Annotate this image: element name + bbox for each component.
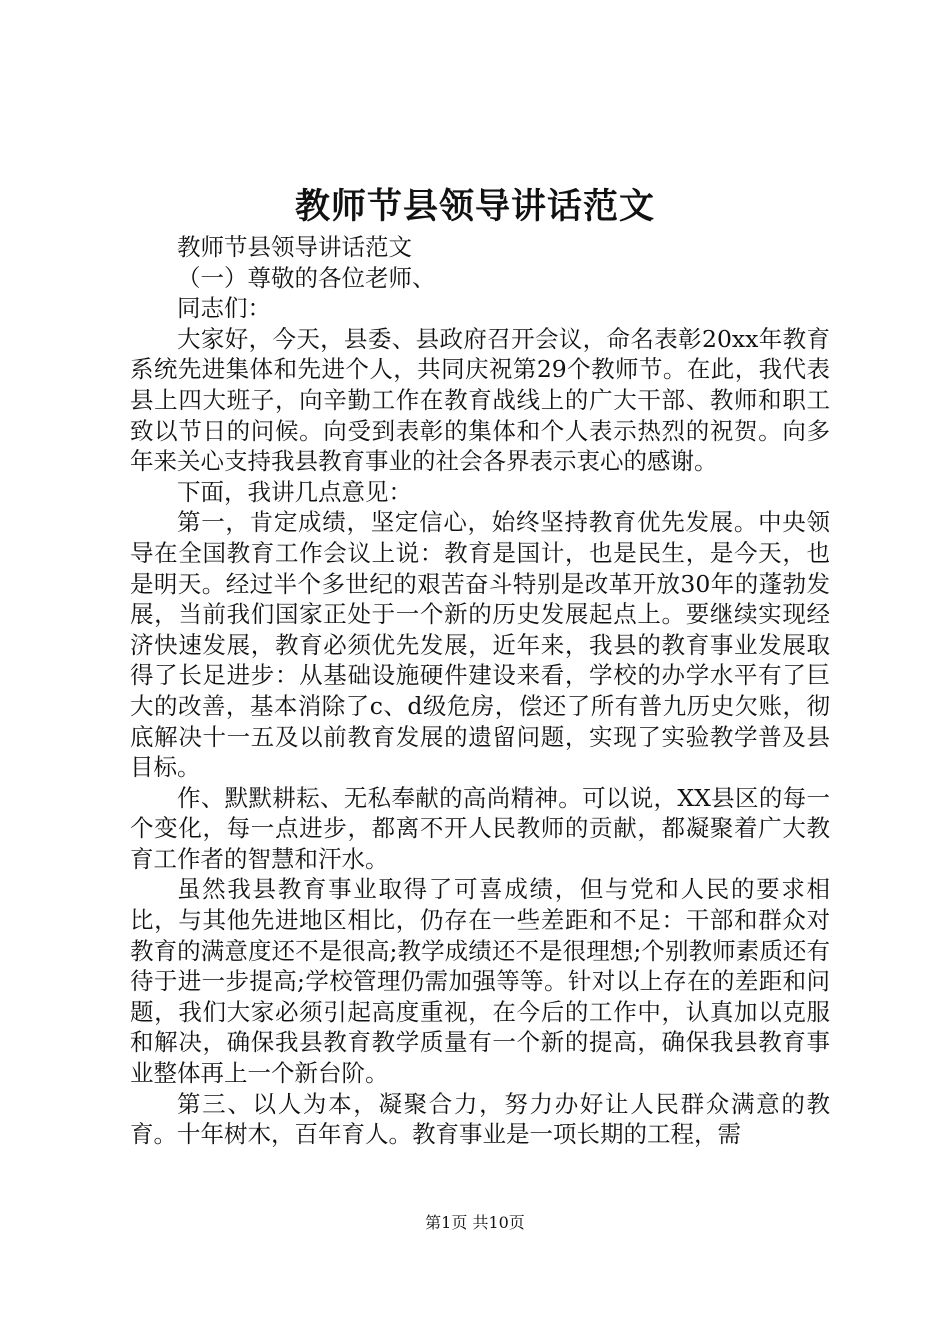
page-footer: 第1页 共10页 [425, 1213, 525, 1232]
paragraph-heading-repeat: 教师节县领导讲话范文 [177, 233, 412, 261]
paragraph-salutation-2: 同志们： [177, 294, 271, 323]
document-title: 教师节县领导讲话范文 [294, 186, 655, 227]
paragraph-shortcomings: 虽然我县教育事业取得了可喜成绩，但与党和人民的要求相比，与其他先进地区相比，仍存在一些差距和不足：干部和群众对教育的满意度还不是很高;教学成绩还不是很理想;个别教师素质还有待于进一步提高;学校管理仍需加强等等。针对以上存在的差距和问题，我们大家必须引起高度重视，在今后的工作中，认真加以克服和解决，确保我县教育教学质量有一个新的提高，确保我县教育事业整体再上一个新台阶。 [130, 875, 830, 1088]
paragraph-greeting: 大家好，今天，县委、县政府召开会议，命名表彰20xx年教育系统先进集体和先进个人，共同庆祝第29个教师节。在此，我代表县上四大班子，向辛勤工作在教育战线上的广大干部、教师和职工致以节日的问候。向受到表彰的集体和个人表示热烈的祝贺。向多年来关心支持我县教育事业的社会各界表示衷心的感谢。 [130, 324, 830, 476]
paragraph-salutation-1: （一）尊敬的各位老师、 [177, 263, 436, 292]
paragraph-teacher-contribution: 作、默默耕耘、无私奉献的高尚精神。可以说，XX县区的每一个变化，每一点进步，都离不开人民教师的贡献，都凝聚着广大教育工作者的智慧和汗水。 [130, 783, 830, 873]
paragraph-point-one: 第一，肯定成绩，坚定信心，始终坚持教育优先发展。中央领导在全国教育工作会议上说：教育是国计，也是民生，是今天，也是明天。经过半个多世纪的艰苦奋斗特别是改革开放30年的蓬勃发展，当前我们国家正处于一个新的历史发展起点上。要继续实现经济快速发展，教育必须优先发展，近年来，我县的教育事业发展取得了长足进步：从基础设施硬件建设来看，学校的办学水平有了巨大的改善，基本消除了c、d级危房，偿还了所有普九历史欠账，彻底解决十一五及以前教育发展的遗留问题，实现了实验教学普及县目标。 [130, 508, 830, 782]
document-body [130, 232, 830, 1150]
paragraph-intro-points: 下面，我讲几点意见： [177, 477, 412, 506]
paragraph-point-three: 第三、以人为本，凝聚合力，努力办好让人民群众满意的教育。十年树木，百年育人。教育事业是一项长期的工程，需 [130, 1089, 830, 1149]
